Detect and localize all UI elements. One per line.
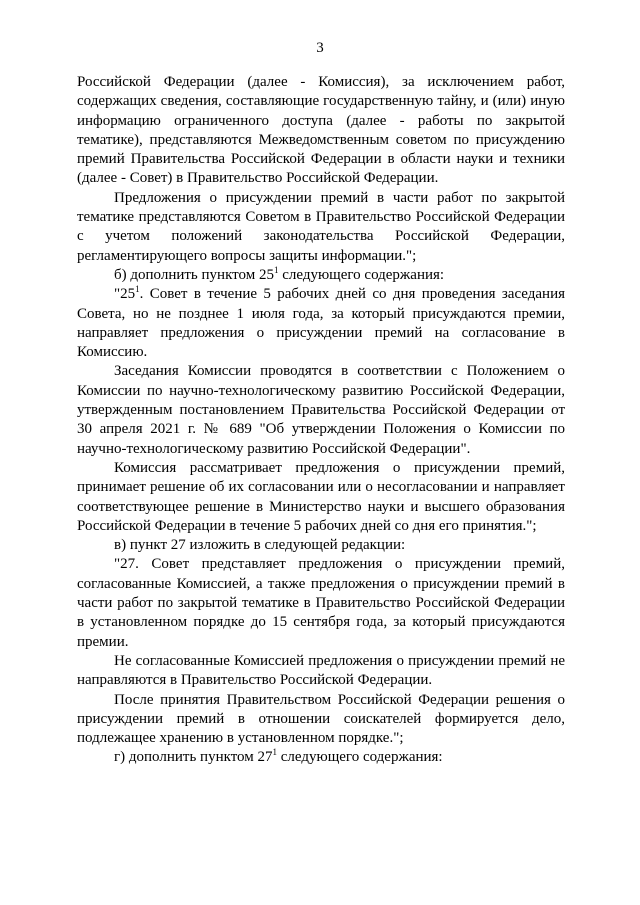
paragraph-3 [77, 266, 565, 285]
paragraph-4-text: . Совет в течение 5 рабочих дней со дня проведения заседания Совета, но не позднее 1 июля года, за который присуждаются премии, направляет предложения о присуждении премий на согласование в Комиссию. [77, 286, 565, 361]
document-body [77, 73, 565, 768]
paragraph-4 [77, 285, 565, 362]
paragraph-10: После принятия Правительством Российской Федерации решения о присуждении премий в отношении соискателей формируется дело, подлежащее хранению в установленном порядке."; [77, 691, 565, 747]
paragraph-3-text-end: следующего содержания: [278, 266, 445, 283]
paragraph-11-text: г) дополнить пунктом 27 [114, 749, 273, 766]
paragraph-11-text-end: следующего содержания: [277, 749, 443, 766]
paragraph-5: Заседания Комиссии проводятся в соответствии с Положением о Комиссии по научно-технологическому развитию Российской Федерации, утвержденным постановлением Правительства Российской Федерации от 30 апреля 2021 г. № 689 "Об утверждении Положения о Комиссии по научно-технологическому развитию Российской Федерации". [77, 363, 565, 457]
superscript-1: 1 [273, 264, 279, 275]
paragraph-8: "27. Совет представляет предложения о присуждении премий, согласованные Комиссией, а также предложения о присуждении премий в части работ по закрытой тематике в Правительство Российской Федерации в установленном порядке до 15 сентября года, за который присуждаются премии. [77, 556, 565, 650]
paragraph-9: Не согласованные Комиссией предложения о присуждении премий не направляются в Правительство Российской Федерации. [77, 652, 565, 689]
paragraph-4-number: "25 [114, 286, 136, 303]
superscript-1: 1 [272, 747, 278, 758]
page-number: 3 [316, 40, 324, 56]
paragraph-2: Предложения о присуждении премий в части работ по закрытой тематике представляются Советом в Правительство Российской Федерации с учетом положений законодательства Российской Федерации, регламентирующего вопросы защиты информации."; [77, 189, 565, 264]
paragraph-11 [77, 748, 565, 767]
superscript-1: 1 [135, 284, 140, 295]
paragraph-6: Комиссия рассматривает предложения о присуждении премий, принимает решение об их согласовании или о несогласовании и направляет соответствующее решение в Министерство науки и высшего образования Российской Федерации в течение 5 рабочих дней со дня его принятия."; [77, 459, 565, 534]
paragraph-7: в) пункт 27 изложить в следующей редакции: [114, 537, 406, 554]
paragraph-3-text: б) дополнить пунктом 25 [114, 266, 274, 283]
paragraph-1: Российской Федерации (далее - Комиссия), за исключением работ, содержащих сведения, составляющие государственную тайну, и (или) иную информацию ограниченного доступа (далее - работы по закрытой тематике), представляются Межведомственным советом по присуждению премий Правительства Российской Федерации в области науки и техники (далее - Совет) в Правительство Российской Федерации. [77, 74, 565, 187]
